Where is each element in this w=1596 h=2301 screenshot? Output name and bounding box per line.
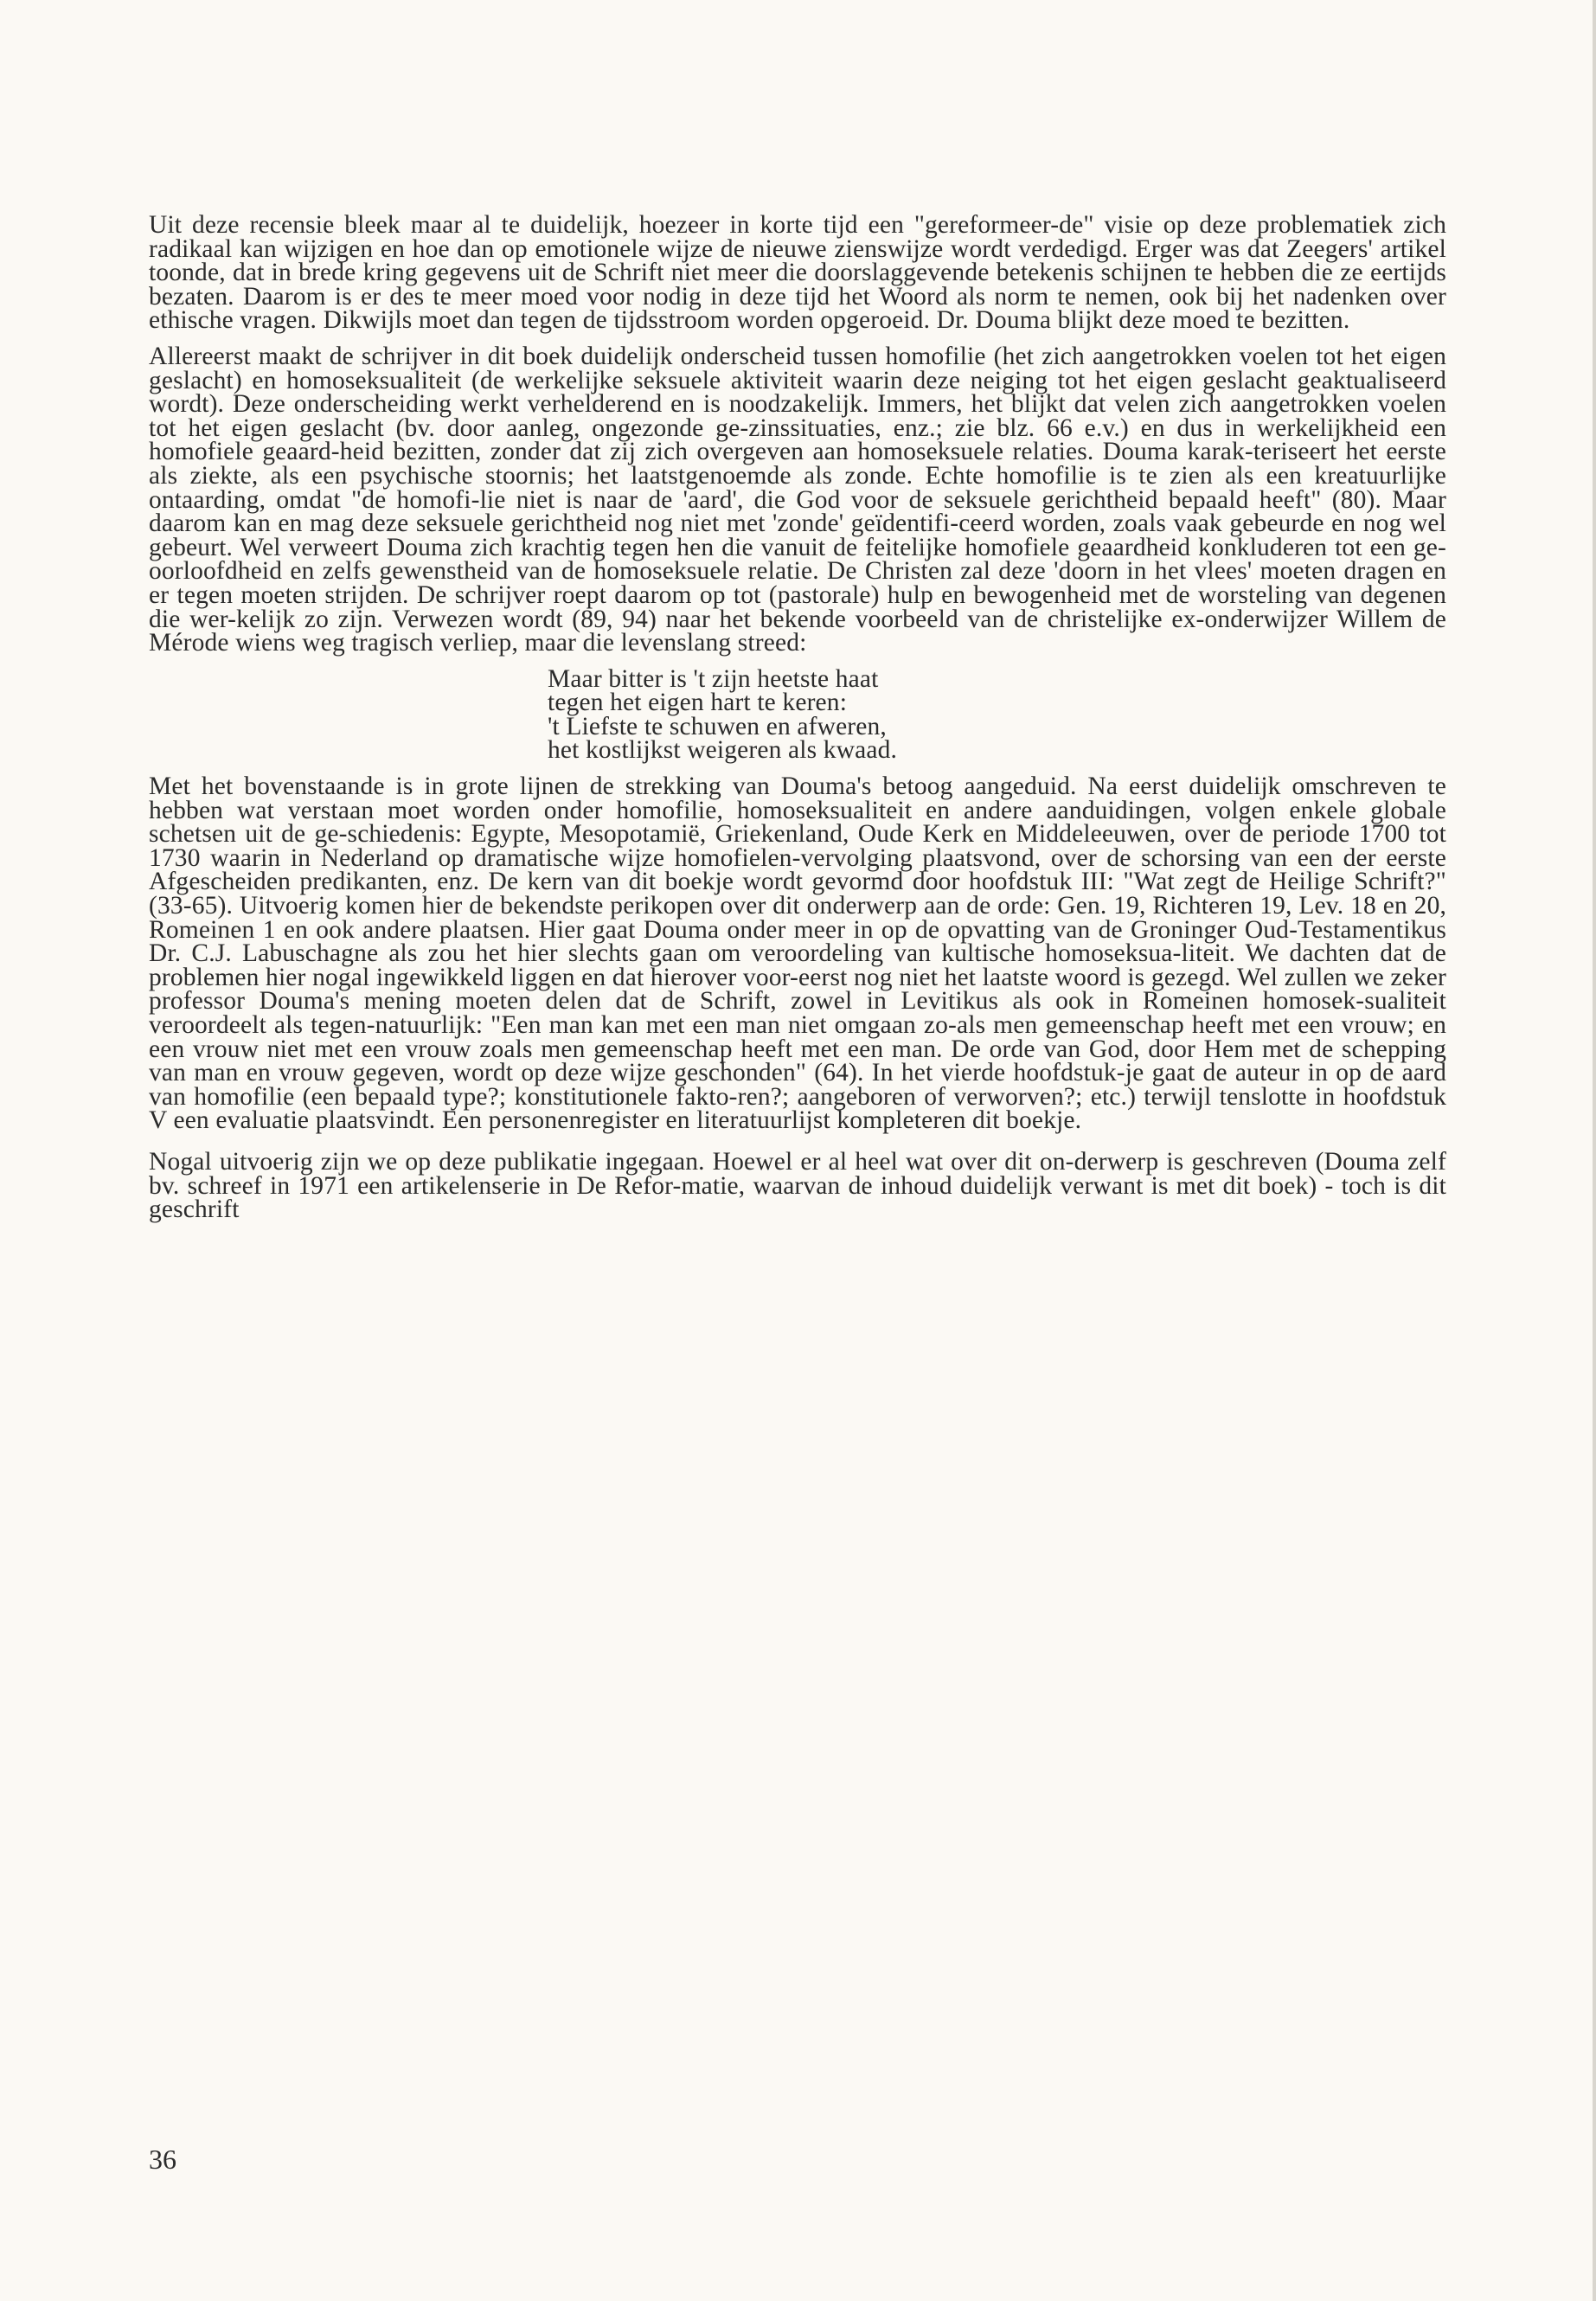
paragraph-4: Nogal uitvoerig zijn we op deze publikatie ingegaan. Hoewel er al heel wat over dit on-derwerp is geschreven (Douma zelf bv. schreef in 1971 een artikelenserie in De Refor-matie, waarvan de inhoud duidelijk verwant is met dit boek) - toch is dit geschrift — [149, 1147, 1446, 1224]
paragraph-2: Allereerst maakt de schrijver in dit boek duidelijk onderscheid tussen homofilie (het zich aangetrokken voelen tot het eigen geslacht) en homoseksualiteit (de werkelijke seksuele aktiviteit waarin deze neiging tot het eigen geslacht geaktualiseerd wordt). Deze onderscheiding werkt verhelderend en is noodzakelijk. Immers, het blijkt dat velen zich aangetrokken voelen tot het eigen geslacht (bv. door aanleg, ongezonde ge-zinssituaties, enz.; zie blz. 66 e.v.) en dus in werkelijkheid een homofiele geaard-heid bezitten, zonder dat zij zich overgeven aan homoseksuele relaties. Douma karak-teriseert het eerste als ziekte, als een psychische stoornis; het laatstgenoemde als zonde. Echte homofilie is te zien als een kreatuurlijke ontaarding, omdat "de homofi-lie niet is naar de 'aard', die God voor de seksuele gerichtheid bepaald heeft" (80). Maar daarom kan en mag deze seksuele gerichtheid nog niet met 'zonde' geïdentifi-ceerd worden, zoals vaak gebeurde en nog wel gebeurt. Wel verweert Douma zich krachtig tegen hen die vanuit de feitelijke homofiele geaardheid konkluderen tot een ge-oorloofdheid en zelfs gewenstheid van de homoseksuele relatie. De Christen zal deze 'doorn in het vlees' moeten dragen en er tegen moeten strijden. De schrijver roept daarom op tot (pastorale) hulp en bewogenheid met de worsteling van degenen die wer-kelijk zo zijn. Verwezen wordt (89, 94) naar het bekende voorbeeld van de christelijke ex-onderwijzer Willem de Mérode wiens weg tragisch verliep, maar die levenslang streed: — [149, 342, 1446, 657]
paragraph-1: Uit deze recensie bleek maar al te duidelijk, hoezeer in korte tijd een "gereformeer-de" visie op deze problematiek zich radikaal kan wijzigen en hoe dan op emotionele wijze de nieuwe zienswijze wordt verdedigd. Erger was dat Zeegers' artikel toonde, dat in brede kring gegevens uit de Schrift niet meer die doorslaggevende betekenis schijnen te hebben die ze eertijds bezaten. Daarom is er des te meer moed voor nodig in deze tijd het Woord als norm te nemen, ook bij het nadenken over ethische vragen. Dikwijls moet dan tegen de tijdsstroom worden opgeroeid. Dr. Douma blijkt deze moed te bezitten. — [149, 211, 1446, 335]
poem-line-4: het kostlijkst weigeren als kwaad. — [548, 736, 898, 765]
page-number: 36 — [149, 2144, 176, 2175]
body-text — [149, 211, 1446, 1234]
poem-line-3: 't Liefste te schuwen en afweren, — [548, 712, 887, 740]
poem-line-2: tegen het eigen hart te keren: — [548, 689, 848, 717]
paragraph-3: Met het bovenstaande is in grote lijnen de strekking van Douma's betoog aangeduid. Na eerst duidelijk omschreven te hebben wat verstaan moet worden onder homofilie, homoseksualiteit en andere aanduidingen, volgen enkele globale schetsen uit de ge-schiedenis: Egypte, Mesopotamië, Griekenland, Oude Kerk en Middeleeuwen, over de periode 1700 tot 1730 waarin in Nederland op dramatische wijze homofielen-vervolging plaatsvond, over de schorsing van een der eerste Afgescheiden predikanten, enz. De kern van dit boekje wordt gevormd door hoofdstuk III: "Wat zegt de Heilige Schrift?" (33-65). Uitvoerig komen hier de bekendste perikopen over dit onderwerp aan de orde: Gen. 19, Richteren 19, Lev. 18 en 20, Romeinen 1 en ook andere plaatsen. Hier gaat Douma onder meer in op de opvatting van de Groninger Oud-Testamentikus Dr. C.J. Labuschagne als zou het hier slechts gaan om veroordeling van kultische homoseksua-liteit. We dachten dat de problemen hier nogal ingewikkeld liggen en dat hierover voor-eerst nog niet het laatste woord is gezegd. Wel zullen we zeker professor Douma's mening moeten delen dat de Schrift, zowel in Levitikus als ook in Romeinen homosek-sualiteit veroordeelt als tegen-natuurlijk: "Een man kan met een man niet omgaan zo-als men gemeenschap heeft met een vrouw; en een vrouw niet met een vrouw zoals men gemeenschap heeft met een man. De orde van God, door Hem met de schepping van man en vrouw gegeven, wordt op deze wijze geschonden" (64). In het vierde hoofdstuk-je gaat de auteur in op de aard van homofilie (een bepaald type?; konstitutionele fakto-ren?; aangeboren of verworven?; etc.) terwijl tenslotte in hoofdstuk V een evaluatie plaatsvindt. Een personenregister en literatuurlijst kompleteren dit boekje. — [149, 772, 1446, 1135]
poem-quote — [548, 664, 1446, 765]
poem-line-1: Maar bitter is 't zijn heetste haat — [548, 664, 879, 693]
